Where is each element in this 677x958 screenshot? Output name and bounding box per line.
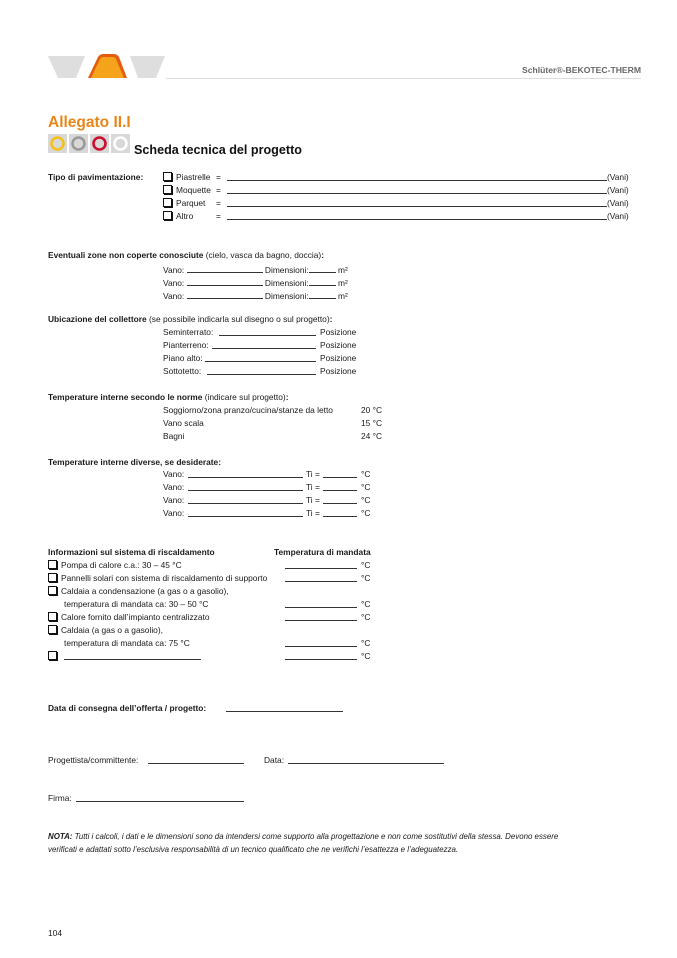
uncovered-label: Eventuali zone non coperte conosciute <box>48 250 204 260</box>
colon: : <box>321 250 325 260</box>
ti-blank[interactable] <box>323 503 357 504</box>
collector-heading <box>48 314 332 324</box>
checkbox-icon[interactable] <box>48 586 57 595</box>
flooring-option-name: Altro <box>176 211 194 221</box>
custom-temps-label: Temperature interne diverse, se desiderate: <box>48 457 221 467</box>
ti-blank[interactable] <box>323 490 357 491</box>
flooring-option[interactable] <box>163 172 210 182</box>
flooring-option[interactable] <box>163 185 211 195</box>
heating-item-text: Pompa di calore c.a.: 30 – 45 °C <box>61 560 182 570</box>
heating-item-text: Caldaia a condensazione (a gas o a gasolio), <box>61 586 229 596</box>
flooring-blank[interactable] <box>227 219 607 220</box>
uncovered-heading <box>48 250 324 260</box>
heating-item[interactable] <box>48 651 61 661</box>
date-blank[interactable] <box>288 763 444 764</box>
delivery-blank[interactable] <box>226 711 343 712</box>
colon: : <box>329 314 333 324</box>
temp-blank[interactable] <box>285 620 357 621</box>
note-text: verificati e adattati sotto l’esclusiva responsabilità di un tecnico qualificato che ne verifichi l’esattezza e l’adeguatezza. <box>48 845 459 854</box>
position-label: Posizione <box>320 327 357 337</box>
equals-sign: = <box>216 211 221 221</box>
equals-sign: = <box>216 185 221 195</box>
checkbox-icon[interactable] <box>163 211 172 220</box>
norm-temps-heading <box>48 392 288 402</box>
vano-label: Vano: <box>163 469 185 479</box>
checkbox-icon[interactable] <box>163 198 172 207</box>
temp-blank[interactable] <box>285 581 357 582</box>
signature-blank[interactable] <box>76 801 244 802</box>
dim-label: Dimensioni: <box>264 265 309 275</box>
collector-blank[interactable] <box>205 361 316 362</box>
heating-item-text: temperatura di mandata ca: 75 °C <box>64 638 190 648</box>
vano-label: Vano: <box>163 291 185 301</box>
heating-item-text: Calore fornito dall’impianto centralizzato <box>61 612 210 622</box>
equals-sign: = <box>216 198 221 208</box>
flooring-suffix: (Vani) <box>607 211 629 221</box>
checkbox-icon[interactable] <box>48 651 57 660</box>
uncovered-row <box>163 277 348 288</box>
unit: °C <box>361 638 371 648</box>
unit: °C <box>361 508 371 518</box>
ti-blank[interactable] <box>323 516 357 517</box>
collector-label: Ubicazione del collettore <box>48 314 147 324</box>
annex-title: Allegato II.I <box>48 114 131 131</box>
collector-blank[interactable] <box>219 335 316 336</box>
unit: m² <box>338 265 348 275</box>
checkbox-icon[interactable] <box>48 560 57 569</box>
equals-sign: = <box>216 172 221 182</box>
flooring-blank[interactable] <box>227 180 607 181</box>
flooring-label: Tipo di pavimentazione: <box>48 172 144 182</box>
position-label: Posizione <box>320 353 357 363</box>
floor-label: Pianterreno: <box>163 340 209 350</box>
unit: m² <box>338 278 348 288</box>
position-label: Posizione <box>320 366 357 376</box>
flooring-option-name: Piastrelle <box>176 172 211 182</box>
unit: °C <box>361 612 371 622</box>
header-rule <box>166 78 641 79</box>
unit: °C <box>361 573 371 583</box>
unit: °C <box>361 560 371 570</box>
flooring-blank[interactable] <box>227 193 607 194</box>
checkbox-icon[interactable] <box>163 172 172 181</box>
uncovered-hint: (cielo, vasca da bagno, doccia) <box>205 250 322 260</box>
room-temp: 24 °C <box>360 431 382 441</box>
checkbox-icon[interactable] <box>48 625 57 634</box>
flooring-suffix: (Vani) <box>607 198 629 208</box>
logo-graphic <box>48 53 166 81</box>
room-temp: 15 °C <box>360 418 382 428</box>
room-label: Bagni <box>163 431 185 441</box>
page-subtitle: Scheda tecnica del progetto <box>134 143 302 157</box>
uncovered-row <box>163 264 348 275</box>
dim-label: Dimensioni: <box>264 291 309 301</box>
temp-blank[interactable] <box>285 568 357 569</box>
heating-col-header: Temperatura di mandata <box>274 547 371 557</box>
collector-blank[interactable] <box>207 374 316 375</box>
note-label: NOTA: <box>48 832 73 841</box>
ti-label: Ti = <box>306 469 320 479</box>
flooring-option[interactable] <box>163 211 193 221</box>
vano-blank[interactable] <box>188 503 303 504</box>
flooring-suffix: (Vani) <box>607 172 629 182</box>
flooring-option-name: Moquette <box>176 185 211 195</box>
heating-label: Informazioni sul sistema di riscaldamento <box>48 547 215 557</box>
vano-blank[interactable] <box>187 277 263 286</box>
unit: °C <box>361 495 371 505</box>
room-label: Soggiorno/zona pranzo/cucina/stanze da letto <box>163 405 333 415</box>
heating-item[interactable] <box>48 560 182 570</box>
heating-item[interactable] <box>48 573 267 583</box>
checkbox-icon[interactable] <box>48 573 57 582</box>
vano-blank[interactable] <box>187 264 263 273</box>
checkbox-icon[interactable] <box>48 612 57 621</box>
date-label: Data: <box>264 755 285 765</box>
dim-blank[interactable] <box>309 277 336 286</box>
heating-item[interactable] <box>48 586 229 596</box>
unit: °C <box>361 482 371 492</box>
norm-temps-hint: (indicare sul progetto) <box>204 392 286 402</box>
floor-label: Piano alto: <box>163 353 203 363</box>
vano-label: Vano: <box>163 278 185 288</box>
vano-blank[interactable] <box>188 516 303 517</box>
note-text: Tutti i calcoli, i dati e le dimensioni sono da intendersi come supporto alla progettazione e non come sostitutivi della stessa. Devono essere <box>74 832 559 841</box>
vano-blank[interactable] <box>187 290 263 299</box>
heating-item-text: temperatura di mandata ca: 30 – 50 °C <box>64 599 209 609</box>
temp-blank[interactable] <box>285 607 357 608</box>
delivery-label: Data di consegna dell’offerta / progetto: <box>48 703 207 713</box>
signature-label: Firma: <box>48 793 72 803</box>
colon: : <box>285 392 289 402</box>
collector-blank[interactable] <box>212 348 316 349</box>
ti-label: Ti = <box>306 508 320 518</box>
ring-icons-graphic <box>48 134 132 154</box>
ti-blank[interactable] <box>323 477 357 478</box>
vano-label: Vano: <box>163 482 185 492</box>
uncovered-row <box>163 290 348 301</box>
unit: °C <box>361 469 371 479</box>
temp-blank[interactable] <box>285 646 357 647</box>
ti-label: Ti = <box>306 495 320 505</box>
vano-label: Vano: <box>163 508 185 518</box>
heating-item[interactable] <box>48 625 163 635</box>
vano-label: Vano: <box>163 265 185 275</box>
dim-label: Dimensioni: <box>264 278 309 288</box>
note <box>48 830 558 856</box>
other-system-blank[interactable] <box>64 659 201 660</box>
floor-label: Seminterrato: <box>163 327 214 337</box>
designer-blank[interactable] <box>148 763 244 764</box>
room-label: Vano scala <box>163 418 204 428</box>
flooring-option[interactable] <box>163 198 205 208</box>
unit: m² <box>338 291 348 301</box>
ti-label: Ti = <box>306 482 320 492</box>
room-temp: 20 °C <box>360 405 382 415</box>
temp-blank[interactable] <box>285 659 357 660</box>
flooring-blank[interactable] <box>227 206 607 207</box>
page-number: 104 <box>48 928 62 938</box>
collector-hint: (se possibile indicarla sul disegno o sul progetto) <box>149 314 330 324</box>
vano-label: Vano: <box>163 495 185 505</box>
unit: °C <box>361 651 371 661</box>
vano-blank[interactable] <box>188 477 303 478</box>
norm-temps-label: Temperature interne secondo le norme <box>48 392 203 402</box>
dim-blank[interactable] <box>309 290 336 299</box>
flooring-suffix: (Vani) <box>607 185 629 195</box>
heating-item-text: Caldaia (a gas o a gasolio), <box>61 625 163 635</box>
checkbox-icon[interactable] <box>163 185 172 194</box>
floor-label: Sottotetto: <box>163 366 202 376</box>
dim-blank[interactable] <box>309 264 336 273</box>
header-brand: Schlüter®-BEKOTEC-THERM <box>521 65 641 75</box>
unit: °C <box>361 599 371 609</box>
heating-item[interactable] <box>48 612 210 622</box>
vano-blank[interactable] <box>188 490 303 491</box>
position-label: Posizione <box>320 340 357 350</box>
flooring-option-name: Parquet <box>176 198 206 208</box>
designer-label: Progettista/committente: <box>48 755 139 765</box>
heating-item-text: Pannelli solari con sistema di riscaldamento di supporto <box>61 573 268 583</box>
